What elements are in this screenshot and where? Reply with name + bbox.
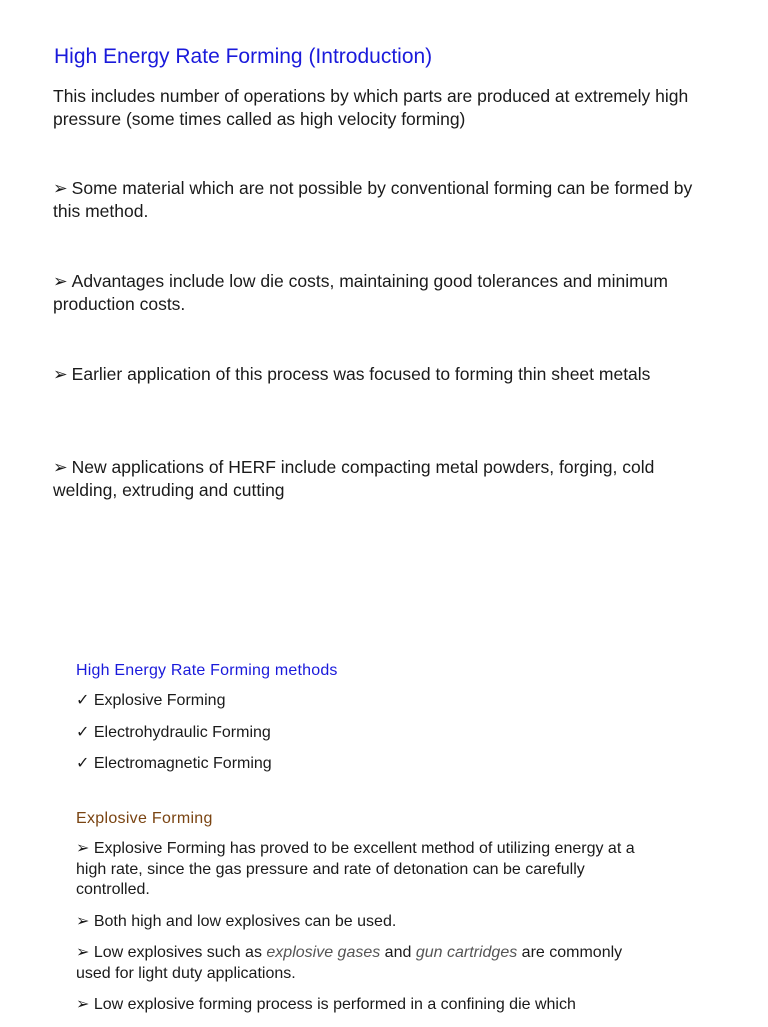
bullet-paragraph [53, 363, 693, 386]
paragraph-text: are commonly used for light duty applications. [76, 944, 623, 982]
explosive-paragraph [76, 839, 641, 901]
arrow-bullet-icon: ➢ [53, 271, 68, 291]
method-item [76, 723, 676, 743]
bullet-paragraph [53, 177, 693, 223]
arrow-bullet-icon: ➢ [76, 912, 90, 930]
methods-heading: High Energy Rate Forming methods [76, 662, 338, 679]
explosive-forming-heading: Explosive Forming [76, 810, 213, 827]
methods-section [76, 662, 676, 1027]
intro-paragraph: This includes number of operations by which parts are produced at extremely high pressure (some times called as high velocity forming) [53, 86, 689, 129]
bullet-paragraph [53, 456, 693, 502]
bullet-text: Earlier application of this process was focused to forming thin sheet metals [71, 364, 651, 384]
paragraph-text: Low explosives such as [93, 944, 267, 961]
checkmark-icon: ✓ [76, 692, 90, 709]
method-item [76, 691, 676, 711]
method-item [76, 754, 676, 774]
checkmark-icon: ✓ [76, 723, 90, 741]
bullet-text: Some material which are not possible by conventional forming can be formed by this method. [53, 178, 693, 221]
paragraph-text: Both high and low explosives can be used. [93, 912, 397, 930]
method-label: Electromagnetic Forming [93, 755, 272, 772]
bullet-paragraph [53, 270, 693, 316]
emphasis-text: explosive gases [266, 944, 381, 961]
explosive-paragraph [76, 912, 641, 933]
arrow-bullet-icon: ➢ [76, 840, 90, 857]
bullet-text: Advantages include low die costs, maintaining good tolerances and minimum production costs. [53, 271, 668, 314]
explosive-paragraph [76, 943, 641, 984]
arrow-bullet-icon: ➢ [53, 178, 68, 198]
arrow-bullet-icon: ➢ [76, 996, 90, 1013]
method-label: Electrohydraulic Forming [93, 723, 271, 741]
paragraph-text: Low explosive forming process is performed in a confining die which [93, 996, 576, 1013]
arrow-bullet-icon: ➢ [76, 944, 90, 961]
page-title: High Energy Rate Forming (Introduction) [54, 45, 433, 68]
method-label: Explosive Forming [93, 692, 226, 709]
emphasis-text: gun cartridges [415, 944, 518, 961]
paragraph-text: and [380, 944, 416, 961]
arrow-bullet-icon: ➢ [53, 457, 68, 477]
arrow-bullet-icon: ➢ [53, 364, 68, 384]
bullet-text: New applications of HERF include compacting metal powders, forging, cold welding, extruding and cutting [53, 457, 655, 500]
paragraph-text: Explosive Forming has proved to be excellent method of utilizing energy at a high rate, since the gas pressure and rate of detonation can be carefully controlled. [76, 840, 635, 898]
checkmark-icon: ✓ [76, 755, 90, 772]
explosive-paragraph [76, 995, 641, 1016]
